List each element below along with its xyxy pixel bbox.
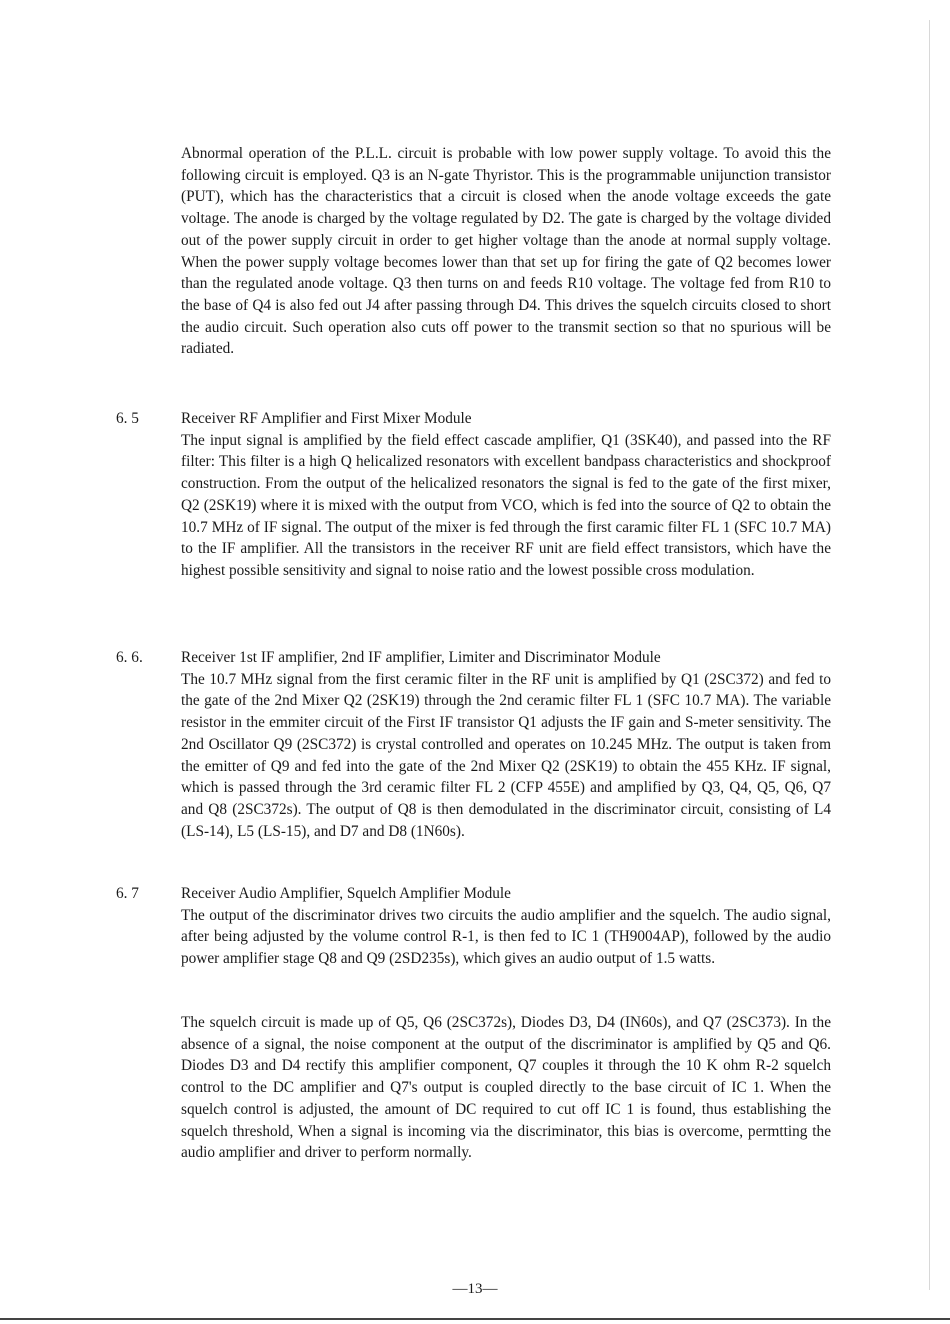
page-number: —13— (452, 1281, 498, 1297)
section-title: Receiver Audio Amplifier, Squelch Amplifier Module (181, 885, 511, 902)
section-paragraph: The input signal is amplified by the field effect cascade amplifier, Q1 (3SK40), and passed into the RF filter: This filter is a high Q helicalized resonators with excellent bandpass characteristics and shockproof construction. From the output of the helicalized resonators the signal is fed to the gate of the first mixer, Q2 (2SK19) where it is mixed with the output from VCO, which is fed into the source of Q2 to obtain the 10.7 MHz of IF signal. The output of the mixer is fed through the first caramic filter FL 1 (SFC 10.7 MA) to the IF amplifier. All the transistors in the receiver RF unit are field effect transistors, which have the highest possible sensitivity and signal to noise ratio and the lowest possible cross modulation. (181, 431, 831, 579)
section-6-5 (181, 408, 831, 582)
section-number: 6. 6. (116, 649, 143, 666)
section-6-6 (181, 647, 831, 842)
page-edge-line (929, 20, 930, 1290)
intro-paragraph: Abnormal operation of the P.L.L. circuit is probable with low power supply voltage. To avoid this the following circuit is employed. Q3 is an N-gate Thyristor. This is the programmable unijunction transistor (PUT), which has the characteristics that a circuit is closed when the anode voltage exceeds the gate voltage. The anode is charged by the voltage regulated by D2. The gate is charged by the voltage divided out of the power supply circuit in order to get higher voltage than the anode at normal supply voltage. When the power supply voltage becomes lower than that set up for firing the gate of Q2 becomes lower than the regulated anode voltage. Q3 then turns on and feeds R10 voltage. The voltage fed from R10 to the base of Q4 is also fed out J4 after passing through D4. This drives the squelch circuits closed to short the audio circuit. Such operation also cuts off power to the transmit section so that no spurious will be radiated. (181, 145, 831, 358)
section-paragraph: The 10.7 MHz signal from the first ceramic filter in the RF unit is amplified by Q1 (2SC372) and fed to the gate of the 2nd Mixer Q2 (2SK19) through the 2nd ceramic filter FL 1 (SFC 10.7 MA). The variable resistor in the emmiter circuit of the First IF transistor Q1 adjusts the IF gain and S-meter sensitivity. The 2nd Oscillator Q9 (2SC372) is crystal controlled and operates on 10.245 MHz. The output is taken from the emitter of Q9 and fed into the gate of the 2nd Mixer Q2 (2SK19) to obtain the 455 KHz. IF signal, which is passed through the 3rd ceramic filter FL 2 (CFP 455E) and amplified by Q3, Q4, Q5, Q6, Q7 and Q8 (2SC372s). The output of Q8 is then demodulated in the discriminator circuit, consisting of L4 (LS-14), L5 (LS-15), and D7 and D8 (1N60s). (181, 670, 831, 840)
section-number: 6. 5 (116, 410, 139, 427)
section-title: Receiver RF Amplifier and First Mixer Module (181, 410, 472, 427)
section-6-7 (181, 883, 831, 970)
section-paragraph: The output of the discriminator drives two circuits the audio amplifier and the squelch. The audio signal, after being adjusted by the volume control R-1, is then fed to IC 1 (TH9004AP), followed by the audio power amplifier stage Q8 and Q9 (2SD235s), which gives an audio output of 1.5 watts. (181, 906, 831, 968)
squelch-paragraph: The squelch circuit is made up of Q5, Q6 (2SC372s), Diodes D3, D4 (IN60s), and Q7 (2SC373). In the absence of a signal, the noise component at the output of the discriminator is amplified by Q5 and Q6. Diodes D3 and D4 rectify this amplifier component, Q7 couples it through the 10 K ohm R-2 squelch control to the DC amplifier and Q7's output is coupled directly to the base circuit of IC 1. When the squelch control is adjusted, the amount of DC required to cut off IC 1 is found, thus establishing the squelch threshold, When a signal is incoming via the discriminator, this bias is overcome, permtting the audio amplifier and driver to perform normally. (181, 1014, 831, 1162)
section-title: Receiver 1st IF amplifier, 2nd IF amplifier, Limiter and Discriminator Module (181, 649, 661, 666)
bottom-rule (0, 1318, 950, 1320)
section-number: 6. 7 (116, 885, 139, 902)
